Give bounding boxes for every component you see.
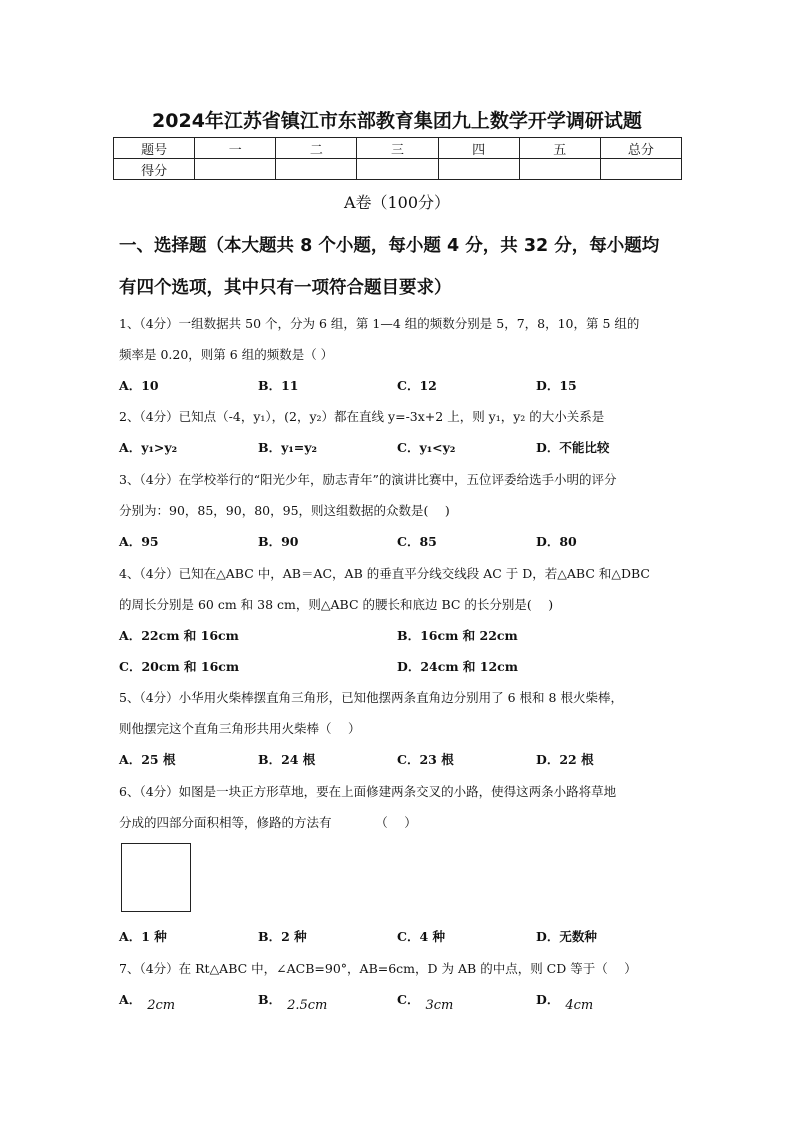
score-table-header-row: [114, 138, 682, 159]
question-2-line1: 2、（4分）已知点（-4，y₁），(2，y₂）都在直线 y=-3x+2 上，则 y₁，y₂ 的大小关系是: [119, 409, 605, 424]
question-4-option-b: B．16cm 和 22cm: [397, 628, 518, 643]
question-6-line2: 分成的四部分面积相等，修路的方法有 （ ）: [119, 815, 417, 830]
question-6-option-c: C．4 种: [397, 929, 445, 944]
question-3-option-d: D．80: [536, 534, 577, 549]
question-4-line1: 4、（4分）已知在△ABC 中，AB＝AC，AB 的垂直平分线交线段 AC 于 D，若△ABC 和△DBC: [119, 566, 650, 581]
option-value: 3cm: [425, 998, 454, 1013]
question-3-line1: 3、（4分）在学校举行的“阳光少年，励志青年”的演讲比赛中，五位评委给选手小明的评分: [119, 472, 617, 487]
score-table-cell: 题号: [114, 138, 195, 159]
section-title: A卷（100分）: [343, 193, 451, 212]
question-4-option-c: C．20cm 和 16cm: [119, 659, 240, 674]
question-2-option-b: B．y₁=y₂: [258, 440, 318, 455]
question-5-option-c: C．23 根: [397, 752, 454, 767]
part-heading-line2: 有四个选项，其中只有一项符合题目要求）: [119, 278, 452, 298]
option-value: 4cm: [565, 998, 594, 1013]
score-table-cell: 四: [438, 138, 519, 159]
question-3-line2: 分别为：90，85，90，80，95，则这组数据的众数是( ): [119, 503, 450, 518]
question-4-option-d: D．24cm 和 12cm: [397, 659, 519, 674]
question-1-option-a: A．10: [119, 378, 159, 393]
score-input-cell: [600, 159, 681, 180]
square-lawn-figure: [121, 843, 191, 912]
score-table: [113, 137, 682, 180]
question-5-line2: 则他摆完这个直角三角形共用火柴棒（ ）: [119, 721, 361, 736]
question-6-line1: 6、（4分）如图是一块正方形草地，要在上面修建两条交叉的小路，使得这两条小路将草地: [119, 784, 617, 799]
question-6-option-a: A．1 种: [119, 929, 167, 944]
question-5-line1: 5、（4分）小华用火柴棒摆直角三角形，已知他摆两条直角边分别用了 6 根和 8 根火柴棒，: [119, 690, 623, 705]
question-3-option-a: A．95: [119, 534, 159, 549]
option-letter: D．: [536, 992, 560, 1007]
question-3-option-c: C．85: [397, 534, 437, 549]
option-letter: B．: [258, 992, 282, 1007]
question-1-option-b: B．11: [258, 378, 299, 393]
question-1-option-d: D．15: [536, 378, 577, 393]
question-1-option-c: C．12: [397, 378, 437, 393]
score-input-cell: [276, 159, 357, 180]
score-table-row-label: 得分: [114, 159, 195, 180]
question-4-option-a: A．22cm 和 16cm: [119, 628, 239, 643]
score-input-cell: [519, 159, 600, 180]
question-2-option-c: C．y₁<y₂: [397, 440, 456, 455]
question-7-option-c: [397, 990, 454, 1013]
question-5-option-b: B．24 根: [258, 752, 316, 767]
question-4-line2: 的周长分别是 60 cm 和 38 cm，则△ABC 的腰长和底边 BC 的长分别是( ): [119, 597, 554, 612]
score-input-cell: [195, 159, 276, 180]
option-value: 2.5cm: [287, 998, 328, 1013]
question-7-option-a: [119, 990, 176, 1013]
exam-title: 2024年江苏省镇江市东部教育集团九上数学开学调研试题: [152, 110, 642, 132]
question-3-option-b: B．90: [258, 534, 299, 549]
question-6-option-d: D．无数种: [536, 929, 597, 944]
question-7-option-d: [536, 990, 594, 1013]
question-2-option-a: A．y₁>y₂: [119, 440, 178, 455]
option-letter: A．: [119, 992, 142, 1007]
part-heading-line1: 一、选择题（本大题共 8 个小题，每小题 4 分，共 32 分，每小题均: [119, 236, 660, 256]
question-7-option-b: [258, 990, 328, 1013]
score-table-cell: 二: [276, 138, 357, 159]
question-2-option-d: D．不能比较: [536, 440, 610, 455]
question-5-option-d: D．22 根: [536, 752, 594, 767]
question-1-line2: 频率是 0.20，则第 6 组的频数是（ ）: [119, 347, 334, 362]
question-7-line1: 7、（4分）在 Rt△ABC 中，∠ACB=90°，AB=6cm，D 为 AB 的中点，则 CD 等于（ ）: [119, 961, 637, 976]
score-table-cell: 五: [519, 138, 600, 159]
question-5-option-a: A．25 根: [119, 752, 176, 767]
score-table-cell: 一: [195, 138, 276, 159]
score-table-cell: 总分: [600, 138, 681, 159]
question-1-line1: 1、（4分）一组数据共 50 个，分为 6 组，第 1—4 组的频数分别是 5，7，8，10，第 5 组的: [119, 316, 640, 331]
score-table-cell: 三: [357, 138, 438, 159]
score-input-cell: [357, 159, 438, 180]
option-value: 2cm: [147, 998, 176, 1013]
score-input-cell: [438, 159, 519, 180]
question-6-option-b: B．2 种: [258, 929, 307, 944]
score-table-score-row: [114, 159, 682, 180]
option-letter: C．: [397, 992, 420, 1007]
